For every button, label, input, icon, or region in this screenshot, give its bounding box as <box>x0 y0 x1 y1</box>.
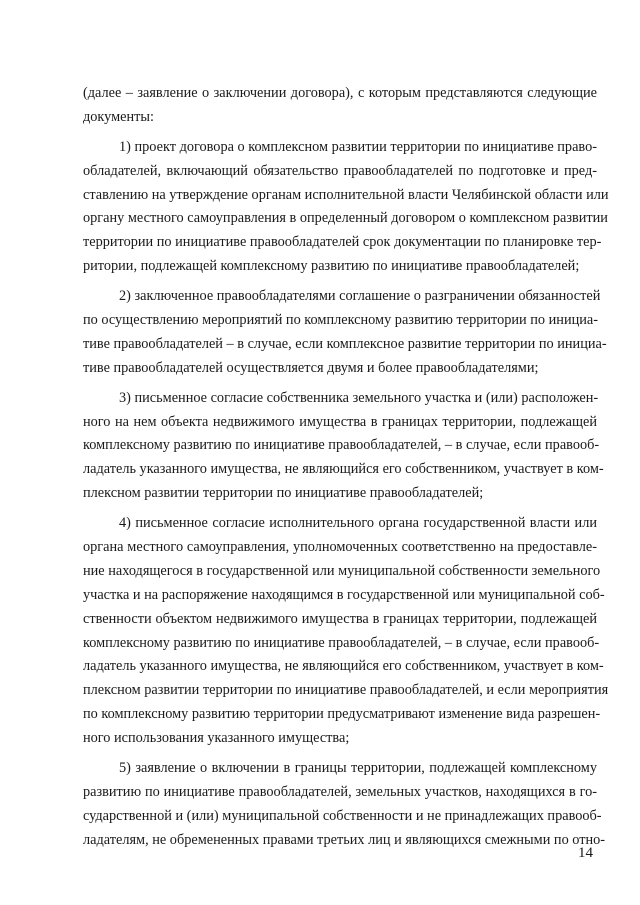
text-line: тиве правообладателей – в случае, если комплексное развитие территории по инициа- <box>83 335 607 352</box>
text-line: ладатель указанного имущества, не являющийся его собственником, участвует в ком- <box>83 658 604 675</box>
text-line: тиве правообладателей осуществляется двумя и более правообладателями; <box>83 359 539 376</box>
paragraph-item-1 <box>83 136 609 279</box>
paragraph-continuation <box>83 82 597 130</box>
page-number: 14 <box>578 845 593 861</box>
text-line: ного использования указанного имущества; <box>83 730 350 747</box>
document-body <box>83 82 609 853</box>
text-line: плексном развитии территории по инициативе правообладателей; <box>83 485 484 502</box>
text-line: ставлению на утверждение органам исполнительной власти Челябинской области или <box>83 186 609 203</box>
text-line: плексном развитии территории по инициативе правообладателей, и если мероприятия <box>83 682 609 699</box>
text-line: комплексному развитию по инициативе правообладателей, – в случае, если правооб- <box>83 437 600 454</box>
text-line: (далее – заявление о заключении договора), с которым представляются следующие <box>83 85 597 101</box>
text-line: ритории, подлежащей комплексному развитию по инициативе правообладателей; <box>83 258 580 275</box>
text-line: территории по инициативе правообладателей срок документации по планировке тер- <box>83 234 602 251</box>
text-line: комплексному развитию по инициативе правообладателей, – в случае, если правооб- <box>83 634 600 651</box>
text-line: ственности объектом недвижимого имущества в границах территории, подлежащей <box>83 610 597 627</box>
text-line: органа местного самоуправления, уполномоченных соответственно на предоставле- <box>83 539 597 556</box>
text-line: ладатель указанного имущества, не являющийся его собственником, участвует в ком- <box>83 461 604 478</box>
text-line: развитию по инициативе правообладателей, земельных участков, находящихся в го- <box>83 783 597 800</box>
text-line: ние находящегося в государственной или муниципальной собственности земельного <box>83 562 601 579</box>
text-line: ладателям, не обремененных правами третьих лиц и являющихся смежными по отно- <box>83 831 606 848</box>
paragraph-item-4 <box>83 512 609 751</box>
text-line: ного на нем объекта недвижимого имущества в границах территории, подлежащей <box>83 413 597 430</box>
text-line: 1) проект договора о комплексном развитии территории по инициативе право- <box>119 138 597 155</box>
text-line: 5) заявление о включении в границы территории, подлежащей комплексному <box>119 760 597 777</box>
text-line: участка и на распоряжение находящимся в государственной или муниципальной соб- <box>83 586 605 603</box>
text-line: 4) письменное согласие исполнительного органа государственной власти или <box>119 515 597 532</box>
text-line: 3) письменное согласие собственника земельного участка и (или) расположен- <box>119 389 599 406</box>
paragraph-item-3 <box>83 387 604 506</box>
text-line: по комплексному развитию территории предусматривают изменение вида разрешен- <box>83 706 601 723</box>
text-line: документы: <box>83 108 154 125</box>
text-line: органу местного самоуправления в определенный договором о комплексном развитии <box>83 210 608 227</box>
text-line: 2) заключенное правообладателями соглашение о разграничении обязанностей <box>119 288 601 305</box>
paragraph-item-5 <box>83 757 606 853</box>
paragraph-item-2 <box>83 285 607 381</box>
text-line: по осуществлению мероприятий по комплексному развитию территории по инициа- <box>83 312 599 329</box>
text-line: обладателей, включающий обязательство правообладателей по подготовке и пред- <box>83 162 597 179</box>
text-line: сударственной и (или) муниципальной собственности и не принадлежащих правооб- <box>83 807 602 824</box>
